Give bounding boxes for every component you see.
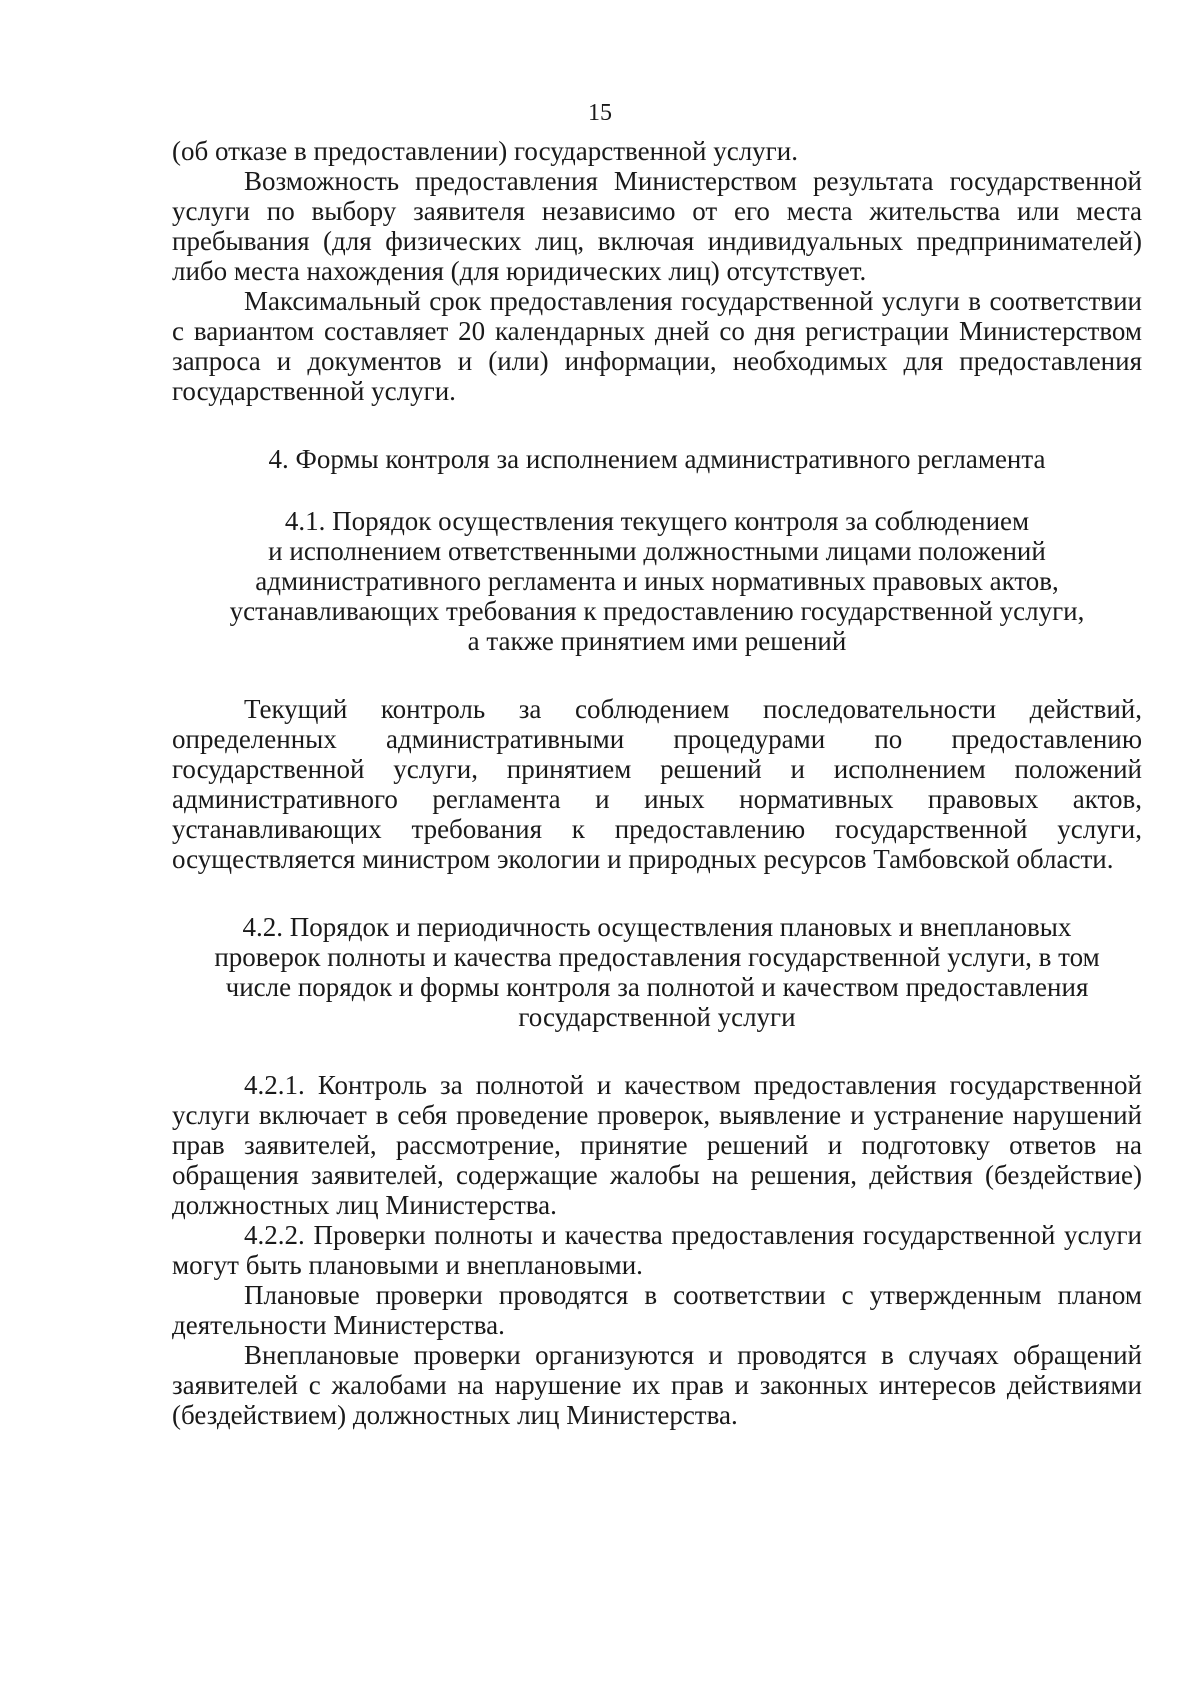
heading-line: устанавливающих требования к предоставлению государственной услуги, <box>229 596 1085 626</box>
heading-line: государственной услуги <box>518 1002 796 1032</box>
document-body <box>172 136 1142 1430</box>
heading-line: проверок полноты и качества предоставления государственной услуги, в том <box>214 942 1100 972</box>
heading-line: 4. Формы контроля за исполнением административного регламента <box>268 444 1046 474</box>
paragraph: 4.2.1. Контроль за полнотой и качеством предоставления государственной услуги включает в себя проведение проверок, выявление и устранение нарушений прав заявителей, рассмотрение, принятие решений и подготовку ответов на обращения заявителей, содержащие жалобы на решения, действия (бездействие) должностных лиц Министерства. <box>172 1070 1142 1220</box>
paragraph: Внеплановые проверки организуются и проводятся в случаях обращений заявителей с жалобами на нарушение их прав и законных интересов действиями (бездействием) должностных лиц Министерства. <box>172 1340 1142 1430</box>
section-4-1-heading <box>172 506 1142 656</box>
paragraph: Текущий контроль за соблюдением последовательности действий, определенных административными процедурами по предоставлению государственной услуги, принятием решений и исполнением положений административного регламента и иных нормативных правовых актов, устанавливающих требования к предоставлению государственной услуги, осуществляется министром экологии и природных ресурсов Тамбовской области. <box>172 694 1142 874</box>
heading-line: 4.1. Порядок осуществления текущего контроля за соблюдением <box>284 506 1030 536</box>
page-number: 15 <box>588 100 612 126</box>
section-4-heading <box>172 444 1142 474</box>
heading-line: административного регламента и иных нормативных правовых актов, <box>255 566 1059 596</box>
paragraph: Максимальный срок предоставления государственной услуги в соответствии с вариантом составляет 20 календарных дней со дня регистрации Министерством запроса и документов и (или) информации, необходимых для предоставления государственной услуги. <box>172 286 1142 406</box>
paragraph: Возможность предоставления Министерством результата государственной услуги по выбору заявителя независимо от его места жительства или места пребывания (для физических лиц, включая индивидуальных предпринимателей) либо места нахождения (для юридических лиц) отсутствует. <box>172 166 1142 286</box>
paragraph: (об отказе в предоставлении) государственной услуги. <box>172 136 798 166</box>
heading-line: 4.2. Порядок и периодичность осуществления плановых и внеплановых <box>242 912 1072 942</box>
paragraph: 4.2.2. Проверки полноты и качества предоставления государственной услуги могут быть плановыми и внеплановыми. <box>172 1220 1142 1280</box>
heading-line: числе порядок и формы контроля за полнотой и качеством предоставления <box>225 972 1089 1002</box>
section-4-2-heading <box>172 912 1142 1032</box>
heading-line: и исполнением ответственными должностными лицами положений <box>268 536 1046 566</box>
paragraph: Плановые проверки проводятся в соответствии с утвержденным планом деятельности Министерства. <box>172 1280 1142 1340</box>
heading-line: а также принятием ими решений <box>467 626 847 656</box>
